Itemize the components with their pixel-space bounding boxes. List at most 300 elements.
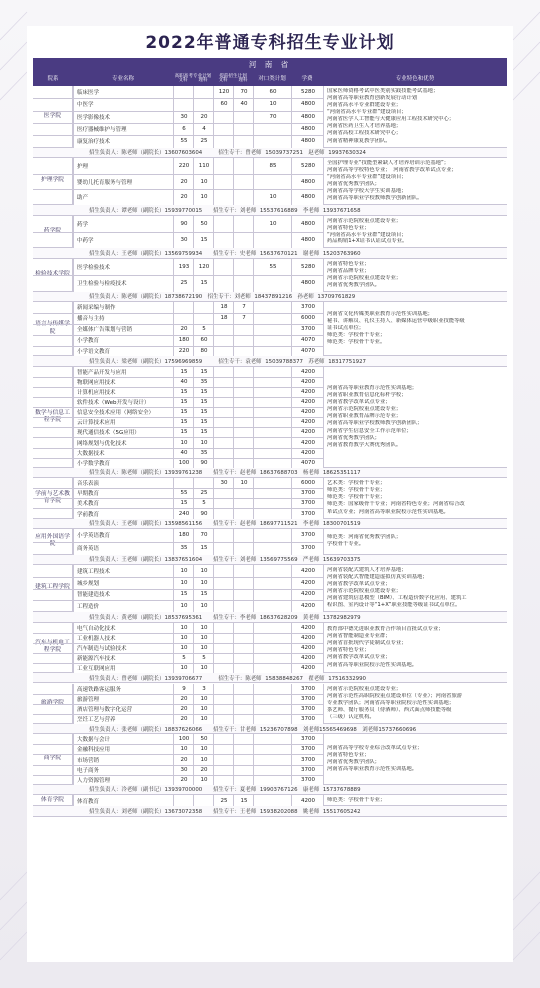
feature-line: 学校骨干专业。 [327, 541, 365, 548]
feature-line: 茶艺师、餐厅服务员（侍酒师）、西式面点师技能等级 [327, 706, 452, 713]
major-value [233, 498, 254, 508]
major-value [213, 259, 234, 275]
major-value: 4800 [291, 232, 324, 248]
major-name: 小学英语教育 [73, 529, 173, 542]
major-value: 10 [193, 174, 214, 190]
major-value: 4800 [291, 216, 324, 232]
features-cell [323, 684, 507, 724]
feature-line: 河南省职业教育信息化标杆学校； [327, 391, 407, 398]
feature-line: 河南省特色专业； [327, 751, 370, 758]
major-value: 55 [173, 135, 194, 147]
feature-line: 河南省教学改革试点专业； [327, 581, 391, 588]
major-value: 40 [173, 448, 194, 458]
major-value: 4200 [291, 623, 324, 633]
major-value [213, 577, 234, 589]
major-value: 25 [193, 135, 214, 147]
major-value [213, 123, 234, 135]
major-value: 3700 [291, 734, 324, 744]
major-value: 20 [173, 714, 194, 724]
major-value: 30 [173, 232, 194, 248]
major-value [233, 653, 254, 663]
major-value: 40 [233, 98, 254, 110]
major-value [253, 589, 292, 601]
major-value: 15 [173, 589, 194, 601]
major-value: 7 [233, 302, 254, 313]
feature-line: 河南省医学人工智能与大健康应用工程技术研究中心； [327, 116, 455, 123]
major-value: 3700 [291, 755, 324, 765]
major-name: 工业机器人技术 [73, 633, 173, 643]
major-value [233, 397, 254, 407]
major-value: 80 [193, 346, 214, 357]
major-value: 4 [193, 123, 214, 135]
major-value [233, 663, 254, 673]
feature-line: 河南省高等职业院校示范性实训基地。 [327, 661, 418, 668]
feature-line: 师范类：学校骨干专业； [327, 494, 386, 501]
major-value [253, 448, 292, 458]
major-value [233, 189, 254, 205]
major-value: 220 [173, 158, 194, 174]
major-value [193, 478, 214, 488]
major-value: 4200 [291, 653, 324, 663]
major-value: 10 [193, 744, 214, 754]
major-value [253, 135, 292, 147]
major-value: 4800 [291, 135, 324, 147]
feature-line: “河南省高水平专业群”建设项目； [327, 174, 407, 181]
major-value: 20 [173, 755, 194, 765]
feature-line: 河南省高等学校大学生实训基地； [327, 188, 407, 195]
major-value: 60 [253, 86, 292, 98]
major-value: 35 [193, 448, 214, 458]
major-value [253, 407, 292, 417]
major-value: 10 [173, 600, 194, 612]
major-value: 90 [173, 216, 194, 232]
major-value [233, 387, 254, 397]
major-value: 60 [213, 98, 234, 110]
college-name: 语言与传媒学院 [33, 302, 73, 356]
major-value: 4200 [291, 407, 324, 417]
major-name: 药学 [73, 216, 173, 232]
major-value: 5 [193, 324, 214, 335]
major-value [233, 417, 254, 427]
major-value: 15 [193, 417, 214, 427]
major-value: 100 [173, 734, 194, 744]
major-value: 85 [253, 158, 292, 174]
major-name: 大数据与会计 [73, 734, 173, 744]
major-value [253, 302, 292, 313]
major-value [173, 795, 194, 806]
major-value: 20 [193, 111, 214, 123]
major-value [253, 417, 292, 427]
major-value [213, 346, 234, 357]
admission-contact: 招生负责人：张老师（副院长）18837626066 招生专干：甘老师 15236707898 刘老师15565469698 刘老师15737660696 [33, 724, 507, 734]
major-value [233, 623, 254, 633]
table-row [33, 86, 323, 99]
major-value: 4800 [291, 174, 324, 190]
major-value [233, 123, 254, 135]
major-name: 医学影像技术 [73, 111, 173, 123]
major-value [233, 427, 254, 437]
major-value [173, 478, 194, 488]
feature-line: 河南省精神康复教学团队。 [327, 137, 391, 144]
major-value [253, 704, 292, 714]
major-value: 15 [193, 275, 214, 291]
major-value: 10 [193, 663, 214, 673]
admission-contact: 招生负责人：梁老师（副院长）17596969859 招生专干：袁老师 15039788377 苏老师 18317751927 [33, 356, 507, 366]
major-name: 现代通信技术（5G应用） [73, 427, 173, 437]
major-value: 3700 [291, 775, 324, 785]
major-value: 10 [233, 478, 254, 488]
features-cell [323, 302, 507, 356]
major-value: 90 [193, 458, 214, 468]
feature-line: 艺术类：学校骨干专业； [327, 480, 386, 487]
table-row [33, 98, 323, 111]
header-unified-label: 提前招生计划 [219, 74, 247, 80]
major-name: 金融科技应用 [73, 744, 173, 754]
major-value [173, 98, 194, 110]
major-value: 20 [173, 775, 194, 785]
major-value: 3700 [291, 684, 324, 694]
college-name: 体育学院 [33, 795, 73, 806]
major-value: 15 [193, 407, 214, 417]
major-value [213, 694, 234, 704]
major-value [253, 577, 292, 589]
header-unified [213, 72, 253, 86]
major-value [253, 438, 292, 448]
major-value: 4200 [291, 600, 324, 612]
major-value [213, 216, 234, 232]
major-value [213, 589, 234, 601]
major-name: 市场营销 [73, 755, 173, 765]
major-name: 护理 [73, 158, 173, 174]
major-value: 6 [173, 123, 194, 135]
college-name: 护理学院 [33, 158, 73, 205]
major-value: 70 [193, 529, 214, 542]
major-value: 4200 [291, 577, 324, 589]
feature-line: 全国护理专业“技能型紧缺人才培养培训示范基地”； [327, 160, 450, 166]
table-row [33, 542, 323, 556]
feature-line: 河南省示范院校重点建设专业； [327, 274, 402, 281]
major-value [253, 663, 292, 673]
major-value: 4200 [291, 565, 324, 577]
major-value: 4200 [291, 397, 324, 407]
table-row [33, 275, 323, 292]
feature-line: 师范类：国家级骨干专业；河南省特色专业；河南省综合改 [327, 501, 465, 508]
major-value: 10 [193, 694, 214, 704]
major-value [213, 663, 234, 673]
major-value [213, 775, 234, 785]
table-row [33, 216, 323, 233]
major-value: 4200 [291, 448, 324, 458]
major-name: 旅游管理 [73, 694, 173, 704]
major-value [233, 714, 254, 724]
major-value [193, 86, 214, 98]
major-value [233, 633, 254, 643]
table-row [33, 232, 323, 249]
features-cell [323, 795, 507, 806]
feature-line: 河南省示范院校重点建设专业； [327, 217, 402, 224]
major-name: 云计算技术应用 [73, 417, 173, 427]
major-value [253, 714, 292, 724]
major-value [233, 589, 254, 601]
major-name: 卫生检验与检疫技术 [73, 275, 173, 291]
major-value [233, 448, 254, 458]
major-value [213, 704, 234, 714]
major-name: 中医学 [73, 98, 173, 110]
feature-line: 河南省文化传媒类职业教育示范性实训基地； [327, 310, 433, 317]
major-value [213, 529, 234, 542]
major-value [253, 765, 292, 775]
feature-line: 证书试点单位； [327, 325, 365, 332]
feature-line: 药品购销1+X证书认证试点专业。 [327, 238, 408, 245]
college-name: 旅游学院 [33, 684, 73, 724]
major-value: 18 [213, 302, 234, 313]
major-name: 商务英语 [73, 542, 173, 555]
major-value: 10 [193, 643, 214, 653]
major-value [213, 189, 234, 205]
major-name: 助产 [73, 189, 173, 205]
major-value [213, 232, 234, 248]
major-value: 5 [193, 498, 214, 508]
table-row [33, 529, 323, 543]
major-value: 15 [193, 387, 214, 397]
feature-line: 教育部中德先进职业教育合作项目首批试点专业； [327, 625, 444, 632]
major-value: 3700 [291, 529, 324, 542]
major-value [233, 111, 254, 123]
major-value [213, 542, 234, 555]
feature-line: 革试点专业；河南省高等职业院校示范性实训基地。 [327, 508, 449, 515]
header-fulltime [173, 72, 213, 86]
features-cell [323, 478, 507, 518]
major-value [253, 397, 292, 407]
major-value [213, 324, 234, 335]
major-value: 6000 [291, 313, 324, 324]
major-name: 烹饪工艺与营养 [73, 714, 173, 724]
feature-line: 河南省高等职业学校教师教学创新团队。 [327, 195, 423, 202]
major-value: 20 [173, 704, 194, 714]
feature-line: 河南省高等职业教育示范性实训基地。 [327, 766, 418, 773]
major-name: 临床医学 [73, 86, 173, 98]
college-name: 汽车与机电工程学院 [33, 623, 73, 674]
major-value [253, 346, 292, 357]
major-value [233, 600, 254, 612]
major-value: 3700 [291, 704, 324, 714]
major-value: 5280 [291, 259, 324, 275]
major-value: 10 [193, 565, 214, 577]
major-value: 3700 [291, 324, 324, 335]
major-name: 播音与主持 [73, 313, 173, 324]
major-value [193, 795, 214, 806]
table-row [33, 189, 323, 206]
feature-line: 河南省优秀教学团队； [327, 759, 380, 766]
major-value [213, 458, 234, 468]
feature-line: 河南省高等职业学校教师教学创新团队； [327, 420, 423, 427]
major-value: 15 [193, 232, 214, 248]
major-value [253, 123, 292, 135]
feature-line: 河南省示范院校重点建设专业； [327, 406, 402, 413]
feature-line: 河南省首批现代学徒制试点专业； [327, 640, 407, 647]
major-name: 美术教育 [73, 498, 173, 508]
major-value [213, 734, 234, 744]
table-row [33, 111, 323, 124]
table-row [33, 135, 323, 148]
major-value: 4800 [291, 123, 324, 135]
major-value: 3700 [291, 488, 324, 498]
feature-line: 河南省高等职业教育创新发展行动计划 [327, 95, 418, 102]
major-value: 10 [173, 663, 194, 673]
major-value [253, 509, 292, 519]
major-value [233, 684, 254, 694]
major-name: 电子商务 [73, 765, 173, 775]
major-value [213, 387, 234, 397]
major-value: 100 [173, 458, 194, 468]
feature-line: 河南省教育教学大赛优秀团队。 [327, 441, 402, 448]
major-value [213, 744, 234, 754]
major-value [213, 600, 234, 612]
major-value [253, 387, 292, 397]
table-row [33, 259, 323, 276]
major-value [213, 158, 234, 174]
major-value [233, 232, 254, 248]
major-value: 20 [173, 189, 194, 205]
major-value: 7 [233, 313, 254, 324]
major-value [213, 488, 234, 498]
major-value: 4200 [291, 387, 324, 397]
major-value: 20 [173, 694, 194, 704]
major-value [253, 653, 292, 663]
major-value: 15 [193, 427, 214, 437]
features-cell [323, 158, 507, 205]
major-value [253, 755, 292, 765]
major-value: 5 [193, 653, 214, 663]
major-value: 4800 [291, 189, 324, 205]
header-fulltime-arts: 文科 [178, 78, 188, 84]
major-value: 3700 [291, 714, 324, 724]
header-unified-arts: 文科 [218, 78, 228, 84]
major-name: 小学教育 [73, 335, 173, 346]
major-value: 15 [173, 387, 194, 397]
feature-line: 河南省特色专业； [327, 260, 370, 267]
major-name: 小学语文教育 [73, 346, 173, 357]
major-value: 30 [213, 478, 234, 488]
major-value: 4800 [291, 98, 324, 110]
major-value: 110 [193, 158, 214, 174]
feature-line: 河南省高校工程技术研究中心； [327, 130, 402, 137]
admission-contact: 招生负责人：王老师（副院长）13569759934 招生专干：史老师 15637670121 谢老师 15203763960 [33, 248, 507, 258]
major-value: 5280 [291, 86, 324, 98]
major-value [233, 346, 254, 357]
table-row [33, 123, 323, 136]
major-value [253, 565, 292, 577]
feature-line: 国家医师资格考试中医类别实践技能考试基地； [327, 87, 439, 94]
major-value: 10 [193, 714, 214, 724]
major-value: 3 [193, 684, 214, 694]
major-value: 6000 [291, 478, 324, 488]
major-value: 4200 [291, 633, 324, 643]
admission-contact: 招生负责人：黄老师（副院长）18537695361 招生专干：李老师 18637628209 黄老师 13782982979 [33, 612, 507, 622]
major-value: 70 [233, 86, 254, 98]
major-value [233, 135, 254, 147]
major-value: 3700 [291, 744, 324, 754]
major-value [213, 438, 234, 448]
major-value [253, 498, 292, 508]
major-value [213, 407, 234, 417]
header-fulltime-sci: 理科 [198, 78, 208, 84]
major-value [253, 232, 292, 248]
table-header [33, 72, 507, 86]
major-value [193, 98, 214, 110]
major-value: 55 [173, 488, 194, 498]
major-name: 工业互联网应用 [73, 663, 173, 673]
major-value [213, 498, 234, 508]
header-single: 对口类计划 [258, 75, 286, 82]
major-name: 酒店管理与数字化运营 [73, 704, 173, 714]
major-value [233, 643, 254, 653]
major-value: 15 [193, 367, 214, 377]
admission-contact: 招生负责人：陈老师（副院长）13939761238 招生专干：赵老师 18637688703 杨老师 18625351117 [33, 468, 507, 478]
features-cell [323, 565, 507, 612]
major-value [233, 529, 254, 542]
major-value: 50 [193, 216, 214, 232]
major-value [253, 478, 292, 488]
major-value [233, 509, 254, 519]
major-value: 10 [193, 623, 214, 633]
major-name: 音乐表演 [73, 478, 173, 488]
feature-line: 河南省高等职业教育示范性实训基地； [327, 384, 418, 391]
admission-contact: 招生负责人：陈老师（副院长）18738672190 招生专干：刘老师 18437891216 孙老师 13709761829 [33, 292, 507, 302]
feature-line: 河南省示范院校重点建设专业； [327, 588, 402, 595]
major-value: 55 [253, 259, 292, 275]
major-value [213, 509, 234, 519]
major-value [253, 694, 292, 704]
major-value [253, 529, 292, 542]
major-value [233, 335, 254, 346]
major-value: 10 [173, 623, 194, 633]
major-value: 193 [173, 259, 194, 275]
admission-contact: 招生负责人：陈老师（副院长）13607603604 招生专干：曾老师 15039737251 赵老师 19937630324 [33, 148, 507, 158]
major-value: 3700 [291, 694, 324, 704]
major-value: 3700 [291, 302, 324, 313]
major-value [253, 734, 292, 744]
major-value: 15 [173, 397, 194, 407]
major-value [253, 174, 292, 190]
major-value: 15 [173, 367, 194, 377]
major-value: 4070 [291, 335, 324, 346]
features-cell [323, 216, 507, 249]
major-value: 220 [173, 346, 194, 357]
major-value [213, 765, 234, 775]
major-value [173, 86, 194, 98]
college-name: 数学与信息工程学院 [33, 367, 73, 468]
feature-line: 河南省装配式智能建造虚拟仿真实训基地； [327, 574, 428, 581]
major-value: 4200 [291, 427, 324, 437]
admission-contact: 招生负责人：王老师（副院长）13598561156 招生专干：赵老师 18697711521 李老师 18300701519 [33, 519, 507, 529]
college-name: 学前与艺术教育学院 [33, 478, 73, 518]
major-value: 180 [173, 335, 194, 346]
major-value: 120 [193, 259, 214, 275]
major-name: 医疗器械维护与管理 [73, 123, 173, 135]
major-value: 40 [173, 377, 194, 387]
major-value: 25 [193, 488, 214, 498]
feature-line: 师范类：学校骨干专业； [327, 797, 386, 804]
major-value [213, 714, 234, 724]
major-name: 小学数学教育 [73, 458, 173, 468]
feature-line: “河南省高水平专业群”建设项目； [327, 109, 407, 116]
header-fulltime-label: 高职高考专业计划 [174, 74, 212, 80]
major-value: 4800 [291, 275, 324, 291]
major-value: 3700 [291, 765, 324, 775]
admission-contact: 招生负责人：刘老师（副院长）13673072358 招生专干：王老师 15938202088 姚老师 15517605242 [33, 806, 507, 816]
major-value [233, 259, 254, 275]
